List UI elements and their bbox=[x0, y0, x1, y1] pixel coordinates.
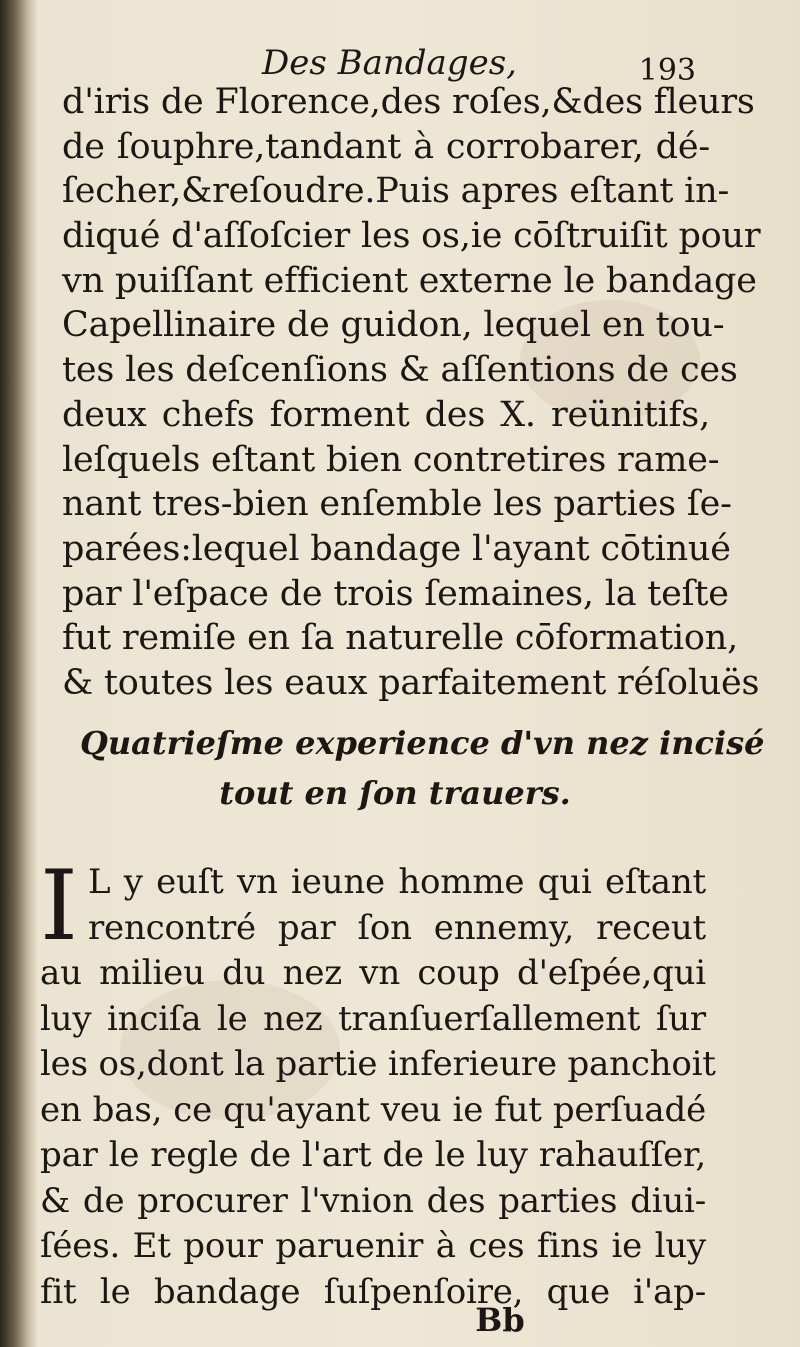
text-line: fit le bandage ſuſpenſoire, que i'ap- bbox=[40, 1271, 706, 1312]
text-line: vn puiſſant efficient externe le bandage bbox=[62, 260, 757, 301]
signature-mark: Bb bbox=[475, 1301, 525, 1339]
text-line: par le regle de l'art de le luy rahauſſer, bbox=[40, 1135, 706, 1175]
text-line: deux chefs forment des X. reünitifs, bbox=[62, 394, 710, 435]
text-line: par l'eſpace de trois ſemaines, la teſte bbox=[62, 573, 729, 614]
text-line: L y euſt vn ieune homme qui eſtant bbox=[88, 862, 706, 902]
text-line: en bas, ce qu'ayant veu ie fut perſuadé bbox=[40, 1089, 706, 1130]
paragraph-2 bbox=[40, 850, 716, 1315]
text-line: rencontré par ſon ennemy, receut bbox=[88, 907, 706, 948]
text-line: luy inciſa le nez tranſuerſallement ſur bbox=[40, 998, 706, 1039]
text-line: parées:lequel bandage l'ayant cōtinué bbox=[62, 528, 731, 569]
text-line: au milieu du nez vn coup d'eſpée,qui bbox=[40, 953, 706, 993]
text-line: leſquels eſtant bien contretires rame- bbox=[62, 439, 720, 480]
text-line: fut remiſe en ſa naturelle cōformation, bbox=[62, 618, 738, 659]
text-line: de ſouphre,tandant à corrobarer, dé- bbox=[62, 126, 710, 167]
text-line: les os,dont la partie inferieure panchoit bbox=[40, 1044, 716, 1084]
text-line: tes les deſcenſions & aſſentions de ces bbox=[62, 350, 738, 391]
page-number: 193 bbox=[638, 53, 696, 88]
drop-cap: I bbox=[40, 850, 78, 962]
text-line: ſecher,&reſoudre.Puis apres eſtant in- bbox=[62, 171, 730, 212]
text-line: d'iris de Florence,des roſes,&des fleurs bbox=[62, 82, 755, 122]
heading-line-1: Quatrieſme experience d'vn nez incisé bbox=[80, 724, 765, 762]
heading-line-2: tout en ſon trauers. bbox=[219, 774, 571, 812]
paragraph-1 bbox=[62, 80, 761, 706]
text-line: nant tres-bien enſemble les parties ſe- bbox=[62, 484, 732, 525]
section-heading bbox=[80, 718, 765, 818]
text-line: & toutes les eaux parfaitement réſoluës bbox=[62, 662, 760, 703]
text-line: & de procurer l'vnion des parties diui- bbox=[40, 1180, 706, 1221]
book-spine-shadow bbox=[0, 0, 38, 1347]
text-line: ſées. Et pour paruenir à ces fins ie luy bbox=[40, 1226, 706, 1266]
text-line: Capellinaire de guidon, lequel en tou- bbox=[62, 305, 725, 346]
running-head: Des Bandages, bbox=[262, 43, 517, 83]
text-line: diqué d'aſſoſcier les os,ie cōſtruiſit pour bbox=[62, 216, 761, 257]
